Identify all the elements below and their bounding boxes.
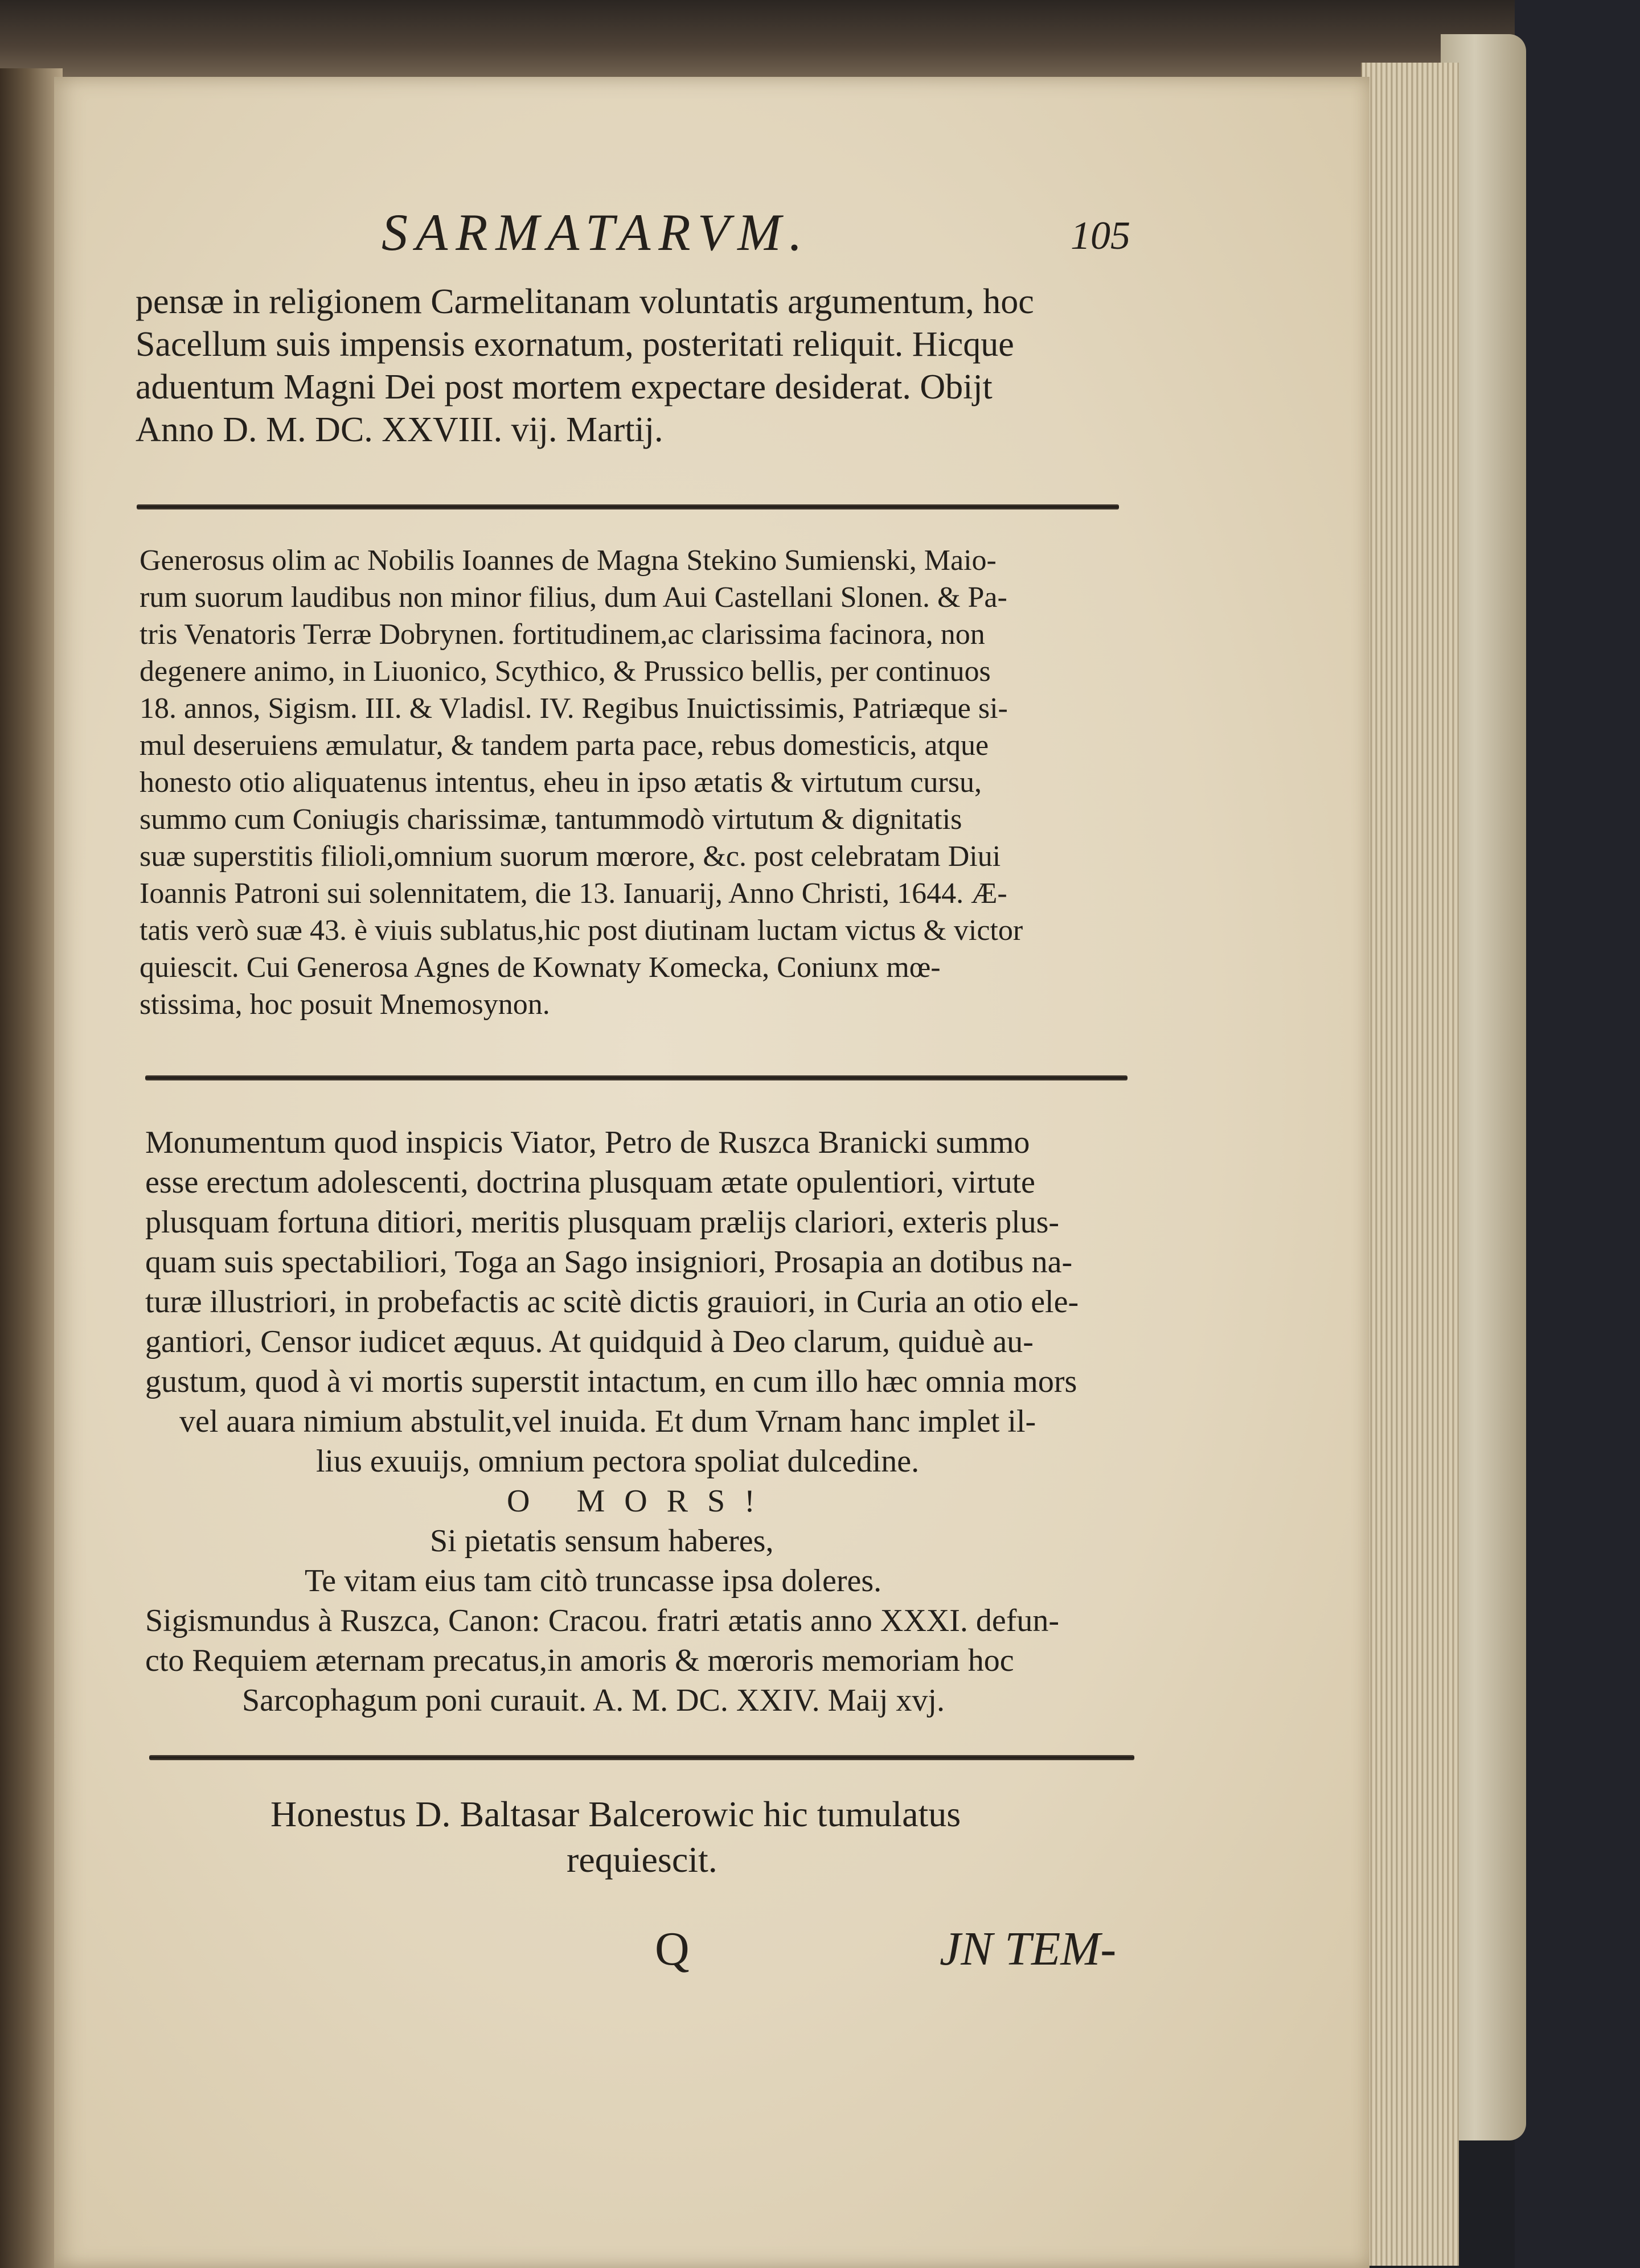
text-line: gustum, quod à vi mortis superstit intactum, en cum illo hæc omnia mors <box>145 1364 1077 1399</box>
text-line: pensæ in religionem Carmelitanam voluntatis argumentum, hoc <box>136 282 1034 321</box>
text-line: Te vitam eius tam citò truncasse ipsa doleres. <box>305 1563 882 1599</box>
text-line: rum suorum laudibus non minor filius, dum Aui Castellani Slonen. & Pa- <box>140 581 1007 614</box>
text-line: Sarcophagum poni curauit. A. M. DC. XXIV. Maij xvj. <box>242 1683 945 1718</box>
text-line: suæ superstitis filioli,omnium suorum mœrore, &c. post celebratam Diui <box>140 840 1001 873</box>
text-line: Sigismundus à Ruszca, Canon: Cracou. fratri ætatis anno XXXI. defun- <box>145 1603 1060 1638</box>
text-line: esse erectum adolescenti, doctrina plusquam ætate opulentiori, virtute <box>145 1165 1035 1200</box>
text-line: turæ illustriori, in probefactis ac scitè dictis grauiori, in Curia an otio ele- <box>145 1284 1079 1320</box>
text-line: tris Venatoris Terræ Dobrynen. fortitudinem,ac clarissima facinora, non <box>140 618 985 651</box>
text-line: summo cum Coniugis charissimæ, tantummodò virtutum & dignitatis <box>140 803 962 836</box>
exclamation-o-mors: O MORS! <box>507 1484 774 1519</box>
section-rule <box>145 1075 1128 1080</box>
text-line: requiescit. <box>567 1839 718 1880</box>
text-line: degenere animo, in Liuonico, Scythico, & Prussico bellis, per continuos <box>140 655 991 688</box>
catchword: JN TEM- <box>940 1922 1117 1975</box>
page-number: 105 <box>1071 214 1130 258</box>
text-line: Si pietatis sensum haberes, <box>430 1523 774 1559</box>
text-line: vel auara nimium abstulit,vel inuida. Et dum Vrnam hanc implet il- <box>179 1404 1036 1439</box>
text-line: Monumentum quod inspicis Viator, Petro de Ruszca Branicki summo <box>145 1125 1030 1160</box>
text-line: Honestus D. Baltasar Balcerowic hic tumulatus <box>270 1794 961 1834</box>
section-rule <box>149 1755 1134 1760</box>
text-line: cto Requiem æternam precatus,in amoris & mœroris memoriam hoc <box>145 1643 1014 1678</box>
text-line: Anno D. M. DC. XXVIII. vij. Martij. <box>136 410 663 449</box>
backdrop <box>1515 0 1640 2268</box>
text-line: 18. annos, Sigism. III. & Vladisl. IV. Regibus Inuictissimis, Patriæque si- <box>140 692 1008 725</box>
text-line: Sacellum suis impensis exornatum, posteritati reliquit. Hicque <box>136 325 1014 364</box>
text-line: lius exuuijs, omnium pectora spoliat dulcedine. <box>316 1444 920 1479</box>
section-rule <box>137 504 1119 510</box>
text-line: gantiori, Censor iudicet æquus. At quidquid à Deo clarum, quiduè au- <box>145 1324 1034 1359</box>
text-line: aduentum Magni Dei post mortem expectare desiderat. Obijt <box>136 368 993 406</box>
text-line: stissima, hoc posuit Mnemosynon. <box>140 988 550 1021</box>
text-line: quiescit. Cui Generosa Agnes de Kownaty Komecka, Coniunx mœ- <box>140 951 941 984</box>
signature-mark: Q <box>655 1922 690 1975</box>
text-line: tatis verò suæ 43. è viuis sublatus,hic post diutinam luctam victus & victor <box>140 914 1023 947</box>
page-edge-stack <box>1361 63 1459 2266</box>
text-line: honesto otio aliquatenus intentus, eheu in ipso ætatis & virtutum cursu, <box>140 766 982 799</box>
text-line: quam suis spectabiliori, Toga an Sago insigniori, Prosapia an dotibus na- <box>145 1244 1073 1280</box>
text-line: mul deseruiens æmulatur, & tandem parta pace, rebus domesticis, atque <box>140 729 989 762</box>
text-line: Generosus olim ac Nobilis Ioannes de Magna Stekino Sumienski, Maio- <box>140 544 997 577</box>
book-top-edge <box>0 0 1515 85</box>
text-line: Ioannis Patroni sui solennitatem, die 13. Ianuarij, Anno Christi, 1644. Æ- <box>140 877 1007 910</box>
running-head: SARMATARVM. <box>382 203 810 261</box>
book-gutter-left <box>0 68 63 2268</box>
text-line: plusquam fortuna ditiori, meritis plusquam prælijs clariori, exteris plus- <box>145 1205 1060 1240</box>
